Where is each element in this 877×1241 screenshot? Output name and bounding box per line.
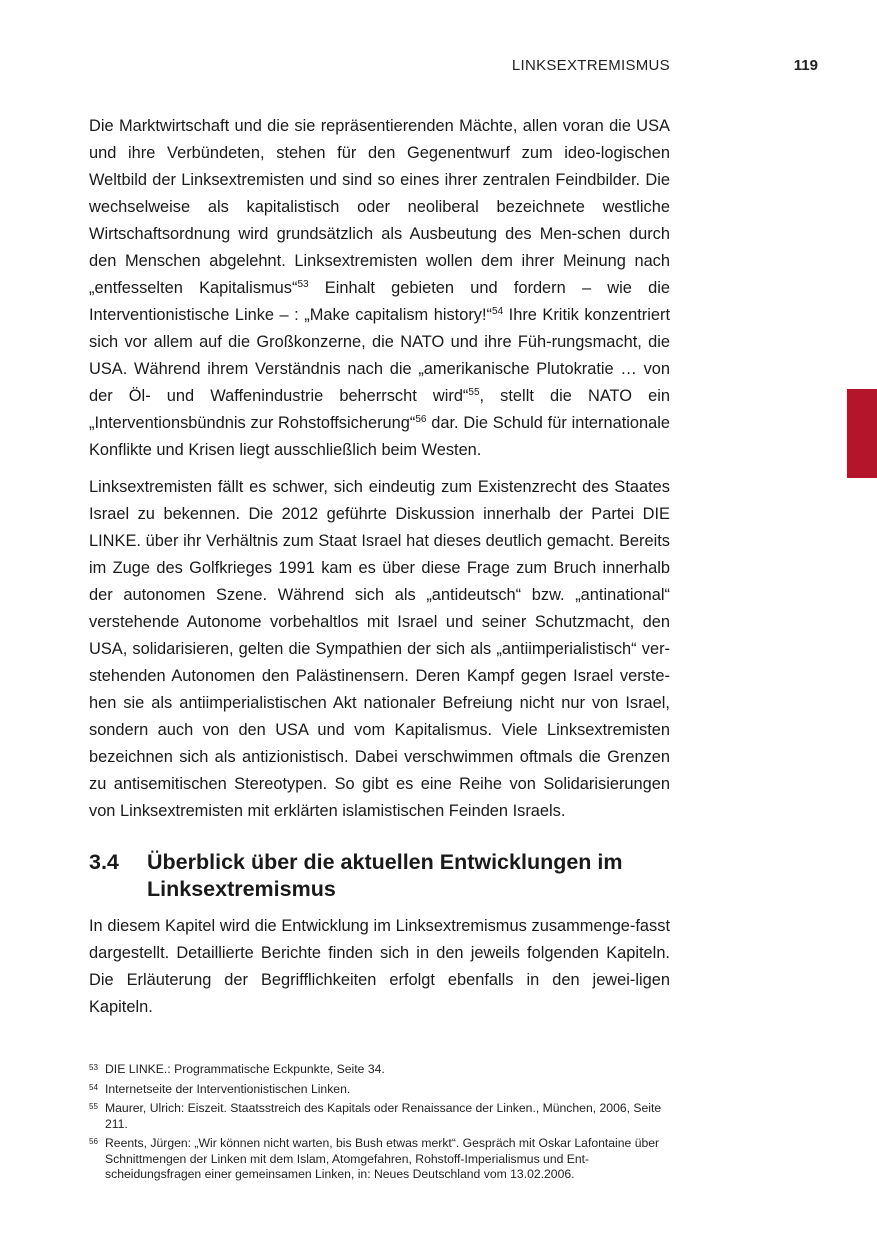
footnote-ref-53[interactable]: 53 xyxy=(297,279,309,290)
footnote-53 xyxy=(89,1062,670,1078)
section-number: 3.4 xyxy=(89,850,119,874)
footnote-ref-54[interactable]: 54 xyxy=(492,306,504,317)
footnote-ref-55[interactable]: 55 xyxy=(468,387,480,398)
paragraph-1 xyxy=(89,113,670,464)
paragraph-1-text-5: dar. Die Schuld für internationale Konflikte und Krisen liegt ausschließlich beim Westen. xyxy=(89,414,670,459)
paragraph-1-text-4: , stellt die NATO ein „Interventionsbündnis zur Rohstoffsicherung“ xyxy=(89,387,670,432)
paragraph-1-text-2: Einhalt gebieten und fordern – wie die Interventionistische Linke – : „Make capitalism history!“ xyxy=(89,279,670,324)
page-number: 119 xyxy=(793,57,818,74)
footnote-mark: 53 xyxy=(89,1063,98,1072)
footnote-mark: 55 xyxy=(89,1102,98,1111)
section-heading xyxy=(89,849,670,903)
main-text xyxy=(89,113,670,1031)
footnote-text: Maurer, Ulrich: Eiszeit. Staatsstreich des Kapitals oder Renaissance der Linken., München, 2006, Seite 211. xyxy=(105,1101,662,1131)
footnote-mark: 56 xyxy=(89,1137,98,1146)
footnote-ref-56[interactable]: 56 xyxy=(415,414,427,425)
paragraph-1-text-1: Die Marktwirtschaft und die sie repräsentierenden Mächte, allen voran die USA und ihre Verbündeten, stehen für den Gegenentwurf zum ideo-logischen Weltbild der Linksextremisten und sind so eines ihrer zentralen Feindbilder. Die wechselweise als kapitalistisch oder neoliberal bezeichnete westliche Wirtschaftsordnung wird grundsätzlich als Ausbeutung des Men-schen durch den Menschen abgelehnt. Linksextremisten wollen dem ihrer Meinung nach „entfesselten Kapitalismus“ xyxy=(89,117,670,297)
running-head: LINKSEXTREMISMUS xyxy=(511,57,670,74)
footnote-text: Reents, Jürgen: „Wir können nicht warten, bis Bush etwas merkt“. Gespräch mit Oskar Lafontaine über Schnittmengen der Linken mit dem Islam, Atomgefahren, Rohstoff-Imperialismus und Ent-scheidungsfragen einer gemeinsamen Linken, in: Neues Deutschland vom 13.02.2006. xyxy=(105,1136,660,1181)
paragraph-2: Linksextremisten fällt es schwer, sich eindeutig zum Existenzrecht des Staates Israel zu bekennen. Die 2012 geführte Diskussion innerhalb der Partei DIE LINKE. über ihr Verhältnis zum Staat Israel hat dieses deutlich gemacht. Bereits im Zuge des Golfkrieges 1991 kam es über diese Frage zum Bruch innerhalb der autonomen Szene. Während sich als „antideutsch“ bzw. „antinational“ verstehende Autonome vorbehaltlos mit Israel und seiner Schutzmacht, den USA, solidarisieren, gelten die Sympathien der sich als „antiimperialistisch“ ver-stehenden Autonomen den Palästinensern. Deren Kampf gegen Israel verste-hen sie als antiimperialistischen Akt nationaler Befreiung nicht nur von Israel, sondern auch von den USA und vom Kapitalismus. Viele Linksextremisten bezeichnen sich als antizionistisch. Dabei verschwimmen oftmals die Grenzen zu antisemitischen Stereotypen. So gibt es eine Reihe von Solidarisierungen von Linksextremisten mit erklärten islamistischen Feinden Israels. xyxy=(89,478,670,820)
footnote-text: Internetseite der Interventionistischen Linken. xyxy=(105,1081,351,1096)
section-title: Überblick über die aktuellen Entwicklungen im Linksextremismus xyxy=(147,850,623,901)
paragraph-1-text-3: Ihre Kritik konzentriert sich vor allem auf die Großkonzerne, die NATO und ihre Füh-rungsmacht, die USA. Während ihrem Verständnis nach die „amerikanische Plutokratie … von der Öl- und Waffenindustrie beherrscht wird“ xyxy=(89,306,670,405)
paragraph-3: In diesem Kapitel wird die Entwicklung im Linksextremismus zusammenge-fasst dargestellt. Detaillierte Berichte finden sich in den jeweils folgenden Kapiteln. Die Erläuterung der Begrifflichkeiten erfolgt ebenfalls in den jewei-ligen Kapiteln. xyxy=(89,917,670,1016)
footnote-mark: 54 xyxy=(89,1082,98,1092)
footnote-54 xyxy=(89,1082,670,1098)
footnotes xyxy=(89,1062,670,1187)
footnote-text: DIE LINKE.: Programmatische Eckpunkte, Seite 34. xyxy=(105,1062,385,1076)
chapter-thumb-tab xyxy=(847,389,877,478)
footnote-56 xyxy=(89,1136,670,1183)
footnote-55 xyxy=(89,1101,670,1132)
